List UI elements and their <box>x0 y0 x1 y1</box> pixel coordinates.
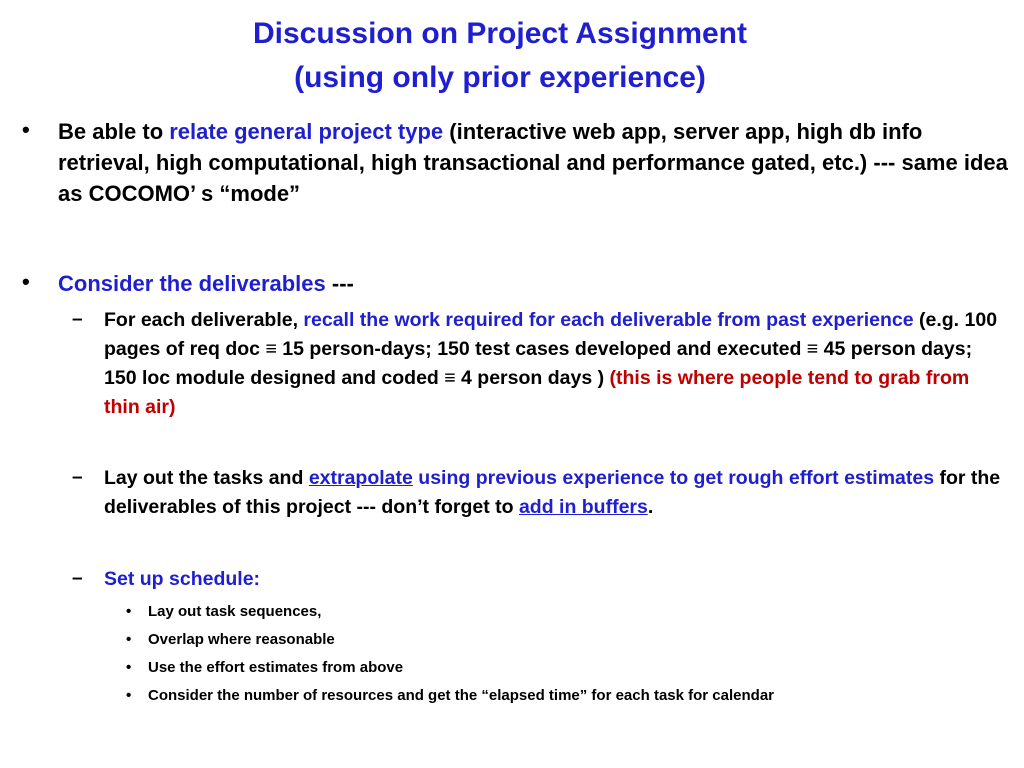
bullet-marker: • <box>126 631 132 648</box>
sub2-highlight: using previous experience to get rough effort estimates <box>412 467 935 489</box>
bullet2-text: --- <box>325 271 354 296</box>
sub2-text-b: for the deliverables of this project --- don’t forget to <box>104 467 1001 518</box>
bullet1-text-a: Be able to <box>58 119 170 144</box>
dash-marker: – <box>72 568 83 589</box>
sub1-text-a: For each deliverable, <box>104 309 304 331</box>
bullet2-highlight: Consider the deliverables <box>58 271 326 296</box>
schedule-item-resources: Consider the number of resources and get the “elapsed time” for each task for calendar <box>148 687 775 704</box>
sub-bullet-extrapolate <box>104 464 1004 522</box>
dash-marker: – <box>72 309 83 330</box>
bullet1-text-b: (interactive web app, server app, high db info retrieval, high computational, high transactional and performance gated, etc.) --- same idea as COCOMO’ s “mode” <box>58 119 1008 206</box>
schedule-item-overlap: Overlap where reasonable <box>148 631 335 648</box>
add-in-buffers-link[interactable]: add in buffers <box>518 496 648 518</box>
sub2-text-a: Lay out the tasks and <box>104 467 309 489</box>
title-line-2: (using only prior experience) <box>294 61 706 94</box>
bullet-marker: • <box>126 659 132 676</box>
bullet-deliverables <box>58 268 1008 299</box>
extrapolate-link[interactable]: extrapolate <box>308 467 413 489</box>
bullet1-highlight: relate general project type <box>169 119 444 144</box>
dash-marker: – <box>72 467 83 488</box>
bullet-marker: • <box>22 269 30 294</box>
sub1-highlight: recall the work required for each deliverable from past experience <box>303 309 914 331</box>
schedule-item-task-sequences: Lay out task sequences, <box>148 603 322 620</box>
sub-bullet-recall-work <box>104 306 1004 422</box>
sub1-text-b: (e.g. 100 pages of req doc ≡ 15 person-days; 150 test cases developed and executed ≡ 45 person days; 150 loc module designed and coded ≡ 4 person days ) <box>104 309 998 389</box>
bullet-marker: • <box>126 687 132 704</box>
sub-bullet-schedule: Set up schedule: <box>104 568 261 590</box>
bullet-marker: • <box>22 117 30 142</box>
sub2-period: . <box>647 496 654 518</box>
sub1-warning: (this is where people tend to grab from thin air) <box>104 367 970 418</box>
bullet-project-type <box>58 116 1008 209</box>
bullet-marker: • <box>126 603 132 620</box>
title-line-1: Discussion on Project Assignment <box>253 17 747 50</box>
schedule-item-effort-estimates: Use the effort estimates from above <box>148 659 404 676</box>
slide-title <box>0 12 1000 100</box>
